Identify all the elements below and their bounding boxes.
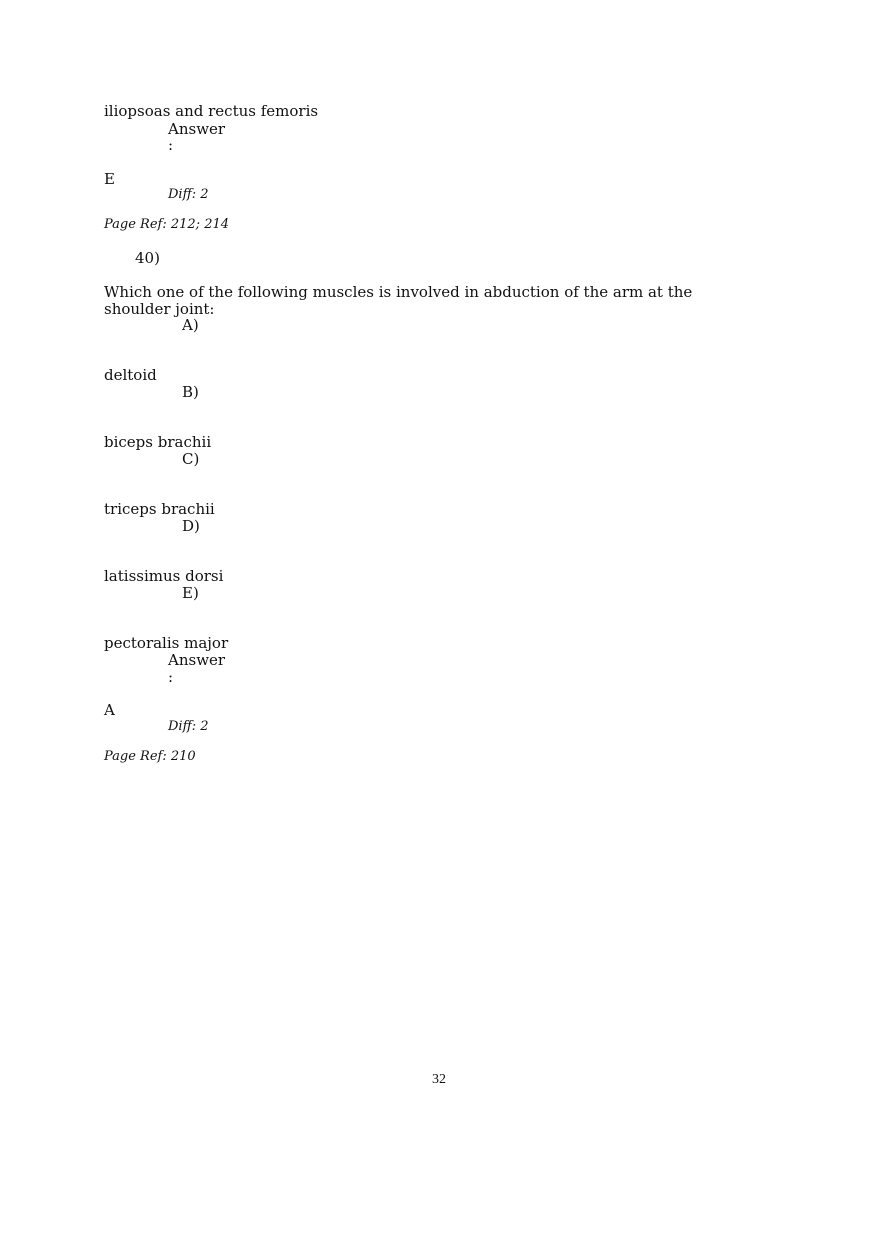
option-text-a: deltoid (104, 366, 157, 384)
answer-value: A (104, 701, 115, 719)
prev-page-ref: Page Ref: 212; 214 (104, 217, 230, 232)
option-letter-d: D) (182, 517, 200, 535)
page-number: 32 (432, 1072, 446, 1087)
prev-diff: Diff: 2 (168, 187, 209, 202)
page-ref: Page Ref: 210 (104, 749, 196, 764)
prev-answer-label: Answer (168, 120, 226, 138)
prev-answer-value: E (104, 170, 115, 188)
prev-answer-colon: : (168, 136, 174, 154)
option-text-b: biceps brachii (104, 433, 212, 451)
option-letter-c: C) (182, 450, 200, 468)
question-number: 40) (135, 249, 160, 267)
question-text: Which one of the following muscles is involved in abduction of the arm at the shoulder joint: (104, 283, 693, 318)
answer-label: Answer (168, 651, 226, 669)
diff-label: Diff: 2 (168, 719, 209, 734)
option-letter-b: B) (182, 383, 199, 401)
answer-colon: : (168, 668, 174, 686)
option-letter-e: E) (182, 584, 199, 602)
option-text-c: triceps brachii (104, 500, 215, 518)
prev-option-text: iliopsoas and rectus femoris (104, 102, 319, 120)
option-text-d: latissimus dorsi (104, 567, 224, 585)
option-text-e: pectoralis major (104, 634, 229, 652)
option-letter-a: A) (182, 316, 199, 334)
